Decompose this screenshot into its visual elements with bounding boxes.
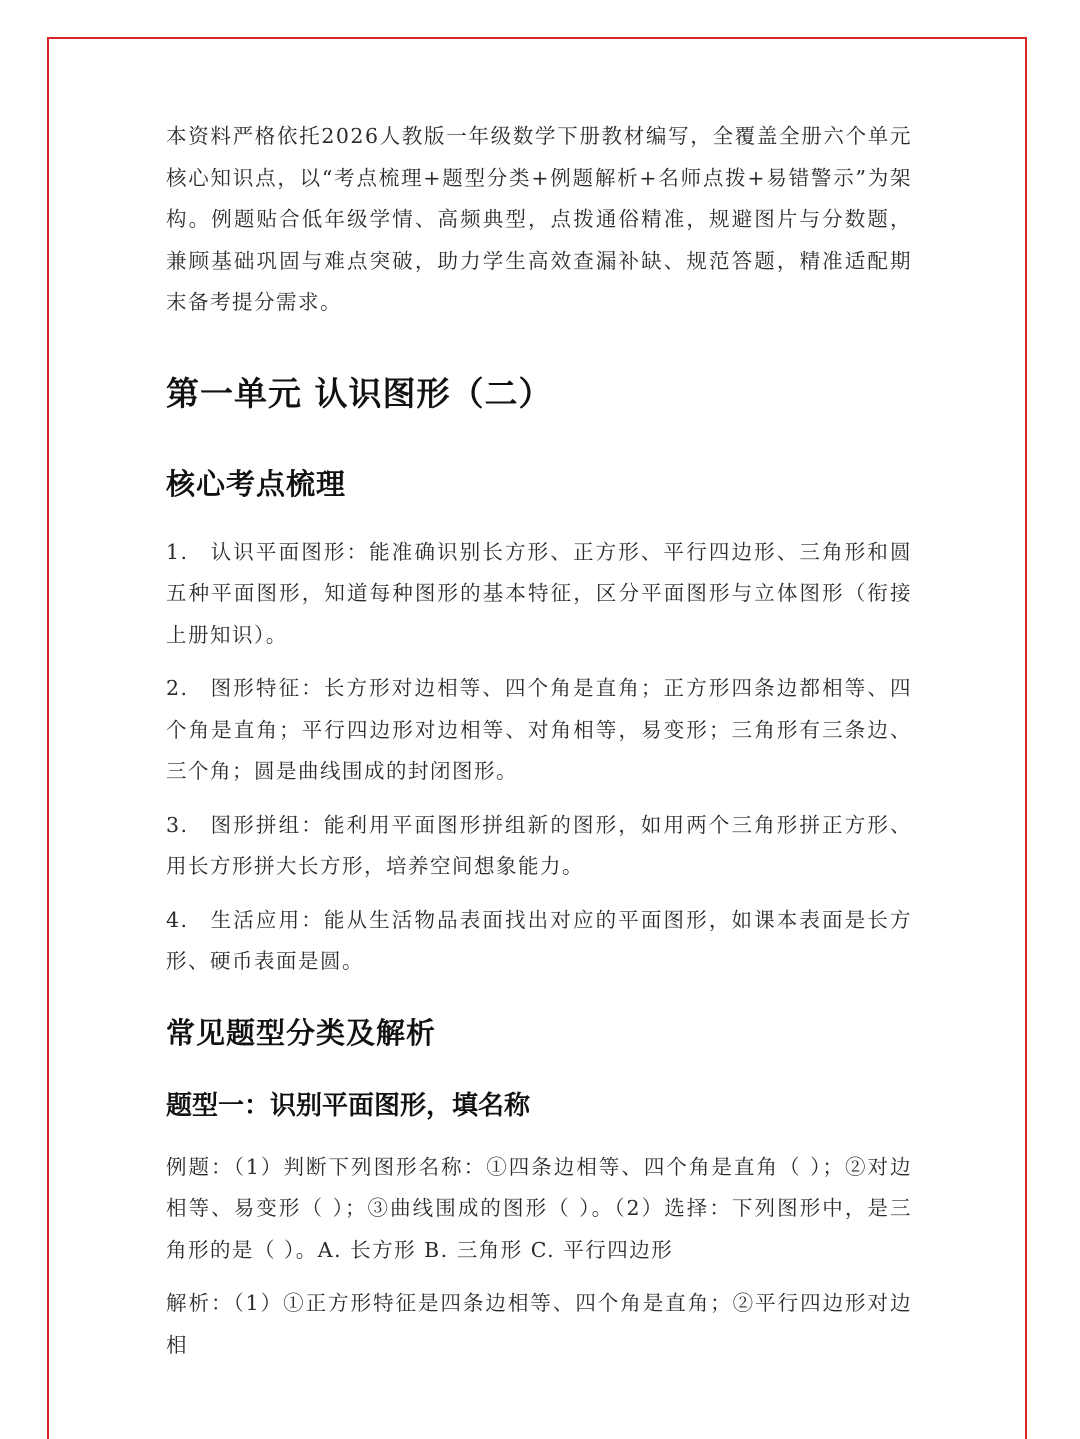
analysis-paragraph: 解析：（1）①正方形特征是四条边相等、四个角是直角；②平行四边形对边相: [166, 1291, 912, 1357]
item-number: 1.: [166, 539, 189, 564]
document-content: [166, 116, 912, 1366]
item-text: 图形特征：长方形对边相等、四个角是直角；正方形四条边都相等、四个角是直角；平行四边形对边相等、对角相等，易变形；三角形有三条边、三个角；圆是曲线围成的封闭图形。: [166, 676, 912, 783]
example-paragraph: 例题：（1）判断下列图形名称：①四条边相等、四个角是直角（ ）；②对边相等、易变形（ ）；③曲线围成的图形（ ）。（2）选择：下列图形中，是三角形的是（ ）。A. 长方形 B. 三角形 C. 平行四边形: [166, 1154, 912, 1262]
item-text: 认识平面图形：能准确识别长方形、正方形、平行四边形、三角形和圆五种平面图形，知道每种图形的基本特征，区分平面图形与立体图形（衔接上册知识）。: [166, 539, 912, 647]
section-title-core-points: 核心考点梳理: [166, 466, 347, 501]
list-item: [166, 532, 912, 657]
list-item: [166, 805, 912, 888]
item-number: 3.: [166, 812, 189, 837]
section-title-question-types: 常见题型分类及解析: [166, 1015, 437, 1050]
intro-paragraph: 本资料严格依托2026人教版一年级数学下册教材编写，全覆盖全册六个单元核心知识点，以“考点梳理+题型分类+例题解析+名师点拨+易错警示”为架构。例题贴合低年级学情、高频典型，点拨通俗精准，规避图片与分数题，兼顾基础巩固与难点突破，助力学生高效查漏补缺、规范答题，精准适配期末备考提分需求。: [166, 124, 912, 314]
item-number: 2.: [166, 676, 189, 700]
item-text: 生活应用：能从生活物品表面找出对应的平面图形，如课本表面是长方形、硬币表面是圆。: [166, 907, 912, 973]
list-item: [166, 668, 912, 793]
unit-title: 第一单元 认识图形（二）: [166, 373, 553, 413]
item-text: 图形拼组：能利用平面图形拼组新的图形，如用两个三角形拼正方形、用长方形拼大长方形，培养空间想象能力。: [166, 812, 912, 878]
list-item: [166, 900, 912, 983]
question-type-title: 题型一：识别平面图形，填名称: [166, 1090, 531, 1121]
item-number: 4.: [166, 907, 189, 932]
